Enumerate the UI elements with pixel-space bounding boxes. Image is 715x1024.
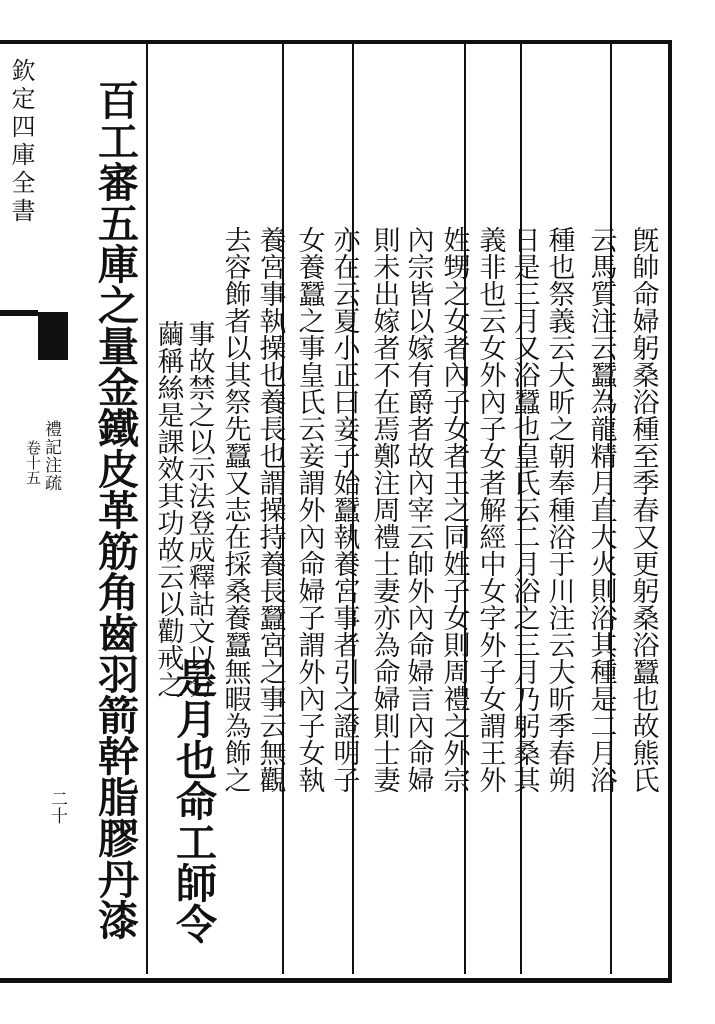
commentary-column-1: 旣帥命婦躬桑浴種至季春又更躬桑浴蠶也故熊氏: [627, 225, 659, 793]
commentary-column-10: 女養蠶之事皇氏云妾謂外內命婦子謂外內子女執: [293, 225, 325, 793]
commentary-column-2: 云馬質注云蠶為龍精月直大火則浴其種是二月浴: [585, 225, 617, 793]
fishtail-mark: [38, 312, 68, 360]
commentary-column-14: 繭稱絲是課效其功故云以勸戒之: [152, 320, 184, 698]
commentary-column-11: 養宮事執操也養長也謂操持養長蠶宮之事云無觀: [254, 225, 286, 793]
classic-text-column-2: 百工審五庫之量金鐵皮革筋角齒羽箭幹脂膠丹漆: [91, 78, 139, 940]
classic-text-column-1: 是月也命工師令: [169, 656, 217, 944]
column-rule: [146, 44, 148, 974]
volume-number: 卷十五: [24, 440, 42, 485]
commentary-column-13: 事故禁之以示法登成釋詁文以分: [183, 320, 215, 698]
book-title: 禮記注疏: [41, 420, 61, 492]
commentary-column-4: 日是三月又浴蠶也皇氏云二月浴之三月乃躬桑其: [508, 225, 540, 793]
commentary-column-9: 亦在云夏小正曰妾子始蠶執養宮事者引之證明子: [328, 225, 360, 793]
commentary-column-7: 內宗皆以嫁有爵者故內宰云帥外內命婦言內命婦: [402, 225, 434, 793]
commentary-column-12: 去容飾者以其祭先蠶又志在採桑養蠶無暇為飾之: [219, 225, 251, 793]
collection-header: 欽定四庫全書: [7, 58, 35, 226]
margin-notch: [0, 310, 38, 316]
folio-number: 二十: [47, 790, 67, 824]
commentary-column-5: 義非也云女外內子女者解經中女字外子女謂王外: [474, 225, 506, 793]
commentary-column-3: 種也祭義云大昕之朝奉種浴于川注云大昕季春朔: [543, 225, 575, 793]
commentary-column-8: 則未出嫁者不在焉鄭注周禮士妻亦為命婦則士妻: [368, 225, 400, 793]
commentary-column-6: 姓甥之女者內子女者王之同姓子女則周禮之外宗: [438, 225, 470, 793]
